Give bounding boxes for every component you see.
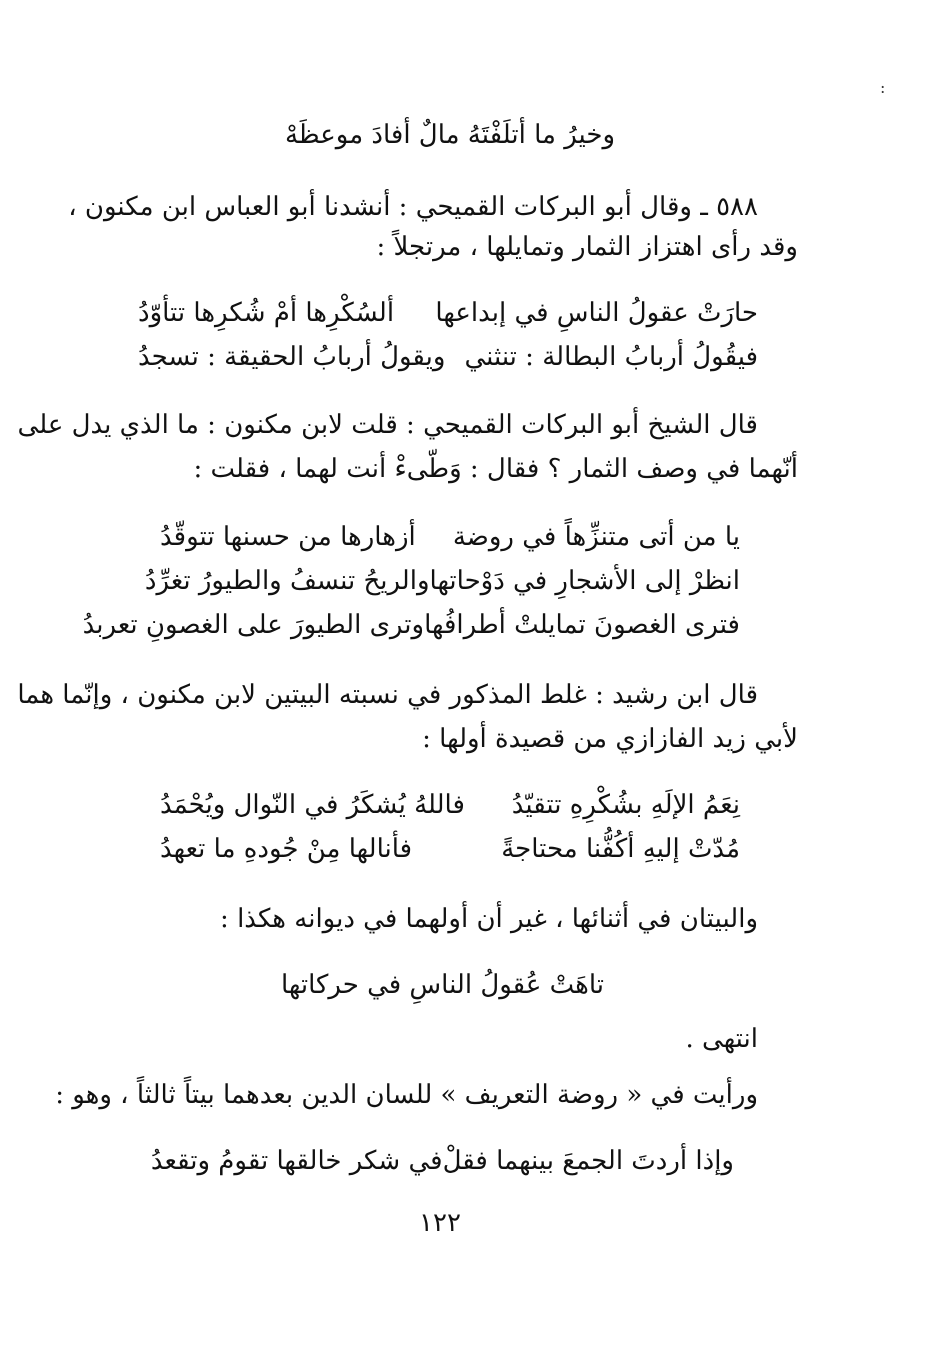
half-verse: تاهَتْ عُقولُ الناسِ في حركاتها bbox=[280, 970, 604, 1000]
paragraph2-line-1: قال الشيخ أبو البركات القميحي : قلت لابن مكنون : ما الذي يدل على bbox=[17, 410, 758, 440]
poem2-verse-3 bbox=[82, 608, 740, 642]
paragraph3-line-1: قال ابن رشيد : غلط المذكور في نسبته البيتين لابن مكنون ، وإنّما هما bbox=[17, 680, 758, 710]
hemistich-second: في شكر خالقها تقومُ وتقعدُ bbox=[150, 1146, 443, 1176]
hemistich-second: أزهارها من حسنها تتوقّدُ bbox=[160, 522, 416, 552]
hemistich-first: حارَتْ عقولُ الناسِ في إبداعها bbox=[435, 298, 758, 328]
page-number: ١٢٢ bbox=[419, 1208, 461, 1238]
hemistich-second: فاللهُ يُشكَرُ في النّوال ويُحْمَدُ bbox=[160, 790, 465, 820]
hemistich-first: وإذا أردتَ الجمعَ بينهما فقلْ bbox=[442, 1146, 734, 1176]
hemistich-first: مُدّتْ إليهِ أكُفُّنا محتاجةً bbox=[501, 834, 740, 864]
paragraph4: والبيتان في أثنائها ، غير أن أولهما في ديوانه هكذا : bbox=[220, 904, 758, 934]
top-verse: وخيرُ ما أتلَفْتَهُ مالٌ أفادَ موعظَهْ bbox=[284, 120, 616, 150]
poem3-verse-2 bbox=[160, 832, 740, 866]
hemistich-second: ألسُكْرِها أمْ شُكرِها تتأوّدُ bbox=[138, 298, 395, 328]
poem1-verse-2 bbox=[138, 340, 758, 374]
hemistich-second: والريحُ تنسفُ والطيورُ تغرِّدُ bbox=[144, 566, 430, 596]
end-note: انتهى . bbox=[685, 1024, 758, 1054]
poem2-verse-1 bbox=[160, 520, 740, 554]
hemistich-first: فيقُولُ أربابُ البطالة : تنثني bbox=[464, 342, 758, 372]
hemistich-first: يا من أتى متنزِّهاً في روضة bbox=[452, 522, 740, 552]
poem3-verse-1 bbox=[160, 788, 740, 822]
margin-mark: : bbox=[880, 78, 886, 97]
poem1-verse-1 bbox=[138, 296, 758, 330]
hemistich-first: انظرْ إلى الأشجارِ في دَوْحاتها bbox=[429, 566, 740, 596]
paragraph3-line-2: لأبي زيد الفازازي من قصيدة أولها : bbox=[422, 724, 798, 754]
paragraph-588-line-1: ٥٨٨ ـ وقال أبو البركات القميحي : أنشدنا أبو العباس ابن مكنون ، bbox=[68, 192, 758, 222]
paragraph5: ورأيت في « روضة التعريف » للسان الدين بعدهما بيتاً ثالثاً ، وهو : bbox=[55, 1080, 758, 1110]
hemistich-first: نِعَمُ الإلَهِ بشُكْرِهِ تتقيّدُ bbox=[511, 790, 740, 820]
paragraph-588-line-2: وقد رأى اهتزاز الثمار وتمايلها ، مرتجلاً : bbox=[376, 232, 798, 262]
poem2-verse-2 bbox=[144, 564, 740, 598]
hemistich-second: ويقولُ أربابُ الحقيقة : تسجدُ bbox=[138, 342, 446, 372]
hemistich-first: فترى الغصونَ تمايلتْ أطرافُها bbox=[424, 610, 740, 640]
paragraph2-line-2: أنّهما في وصف الثمار ؟ فقال : وَطّىءْ أنت لهما ، فقلت : bbox=[193, 454, 798, 484]
hemistich-second: فأنالها مِنْ جُودهِ ما تعهدُ bbox=[160, 834, 413, 864]
final-verse bbox=[150, 1144, 734, 1178]
hemistich-second: وترى الطيورَ على الغصونِ تعربدُ bbox=[82, 610, 425, 640]
